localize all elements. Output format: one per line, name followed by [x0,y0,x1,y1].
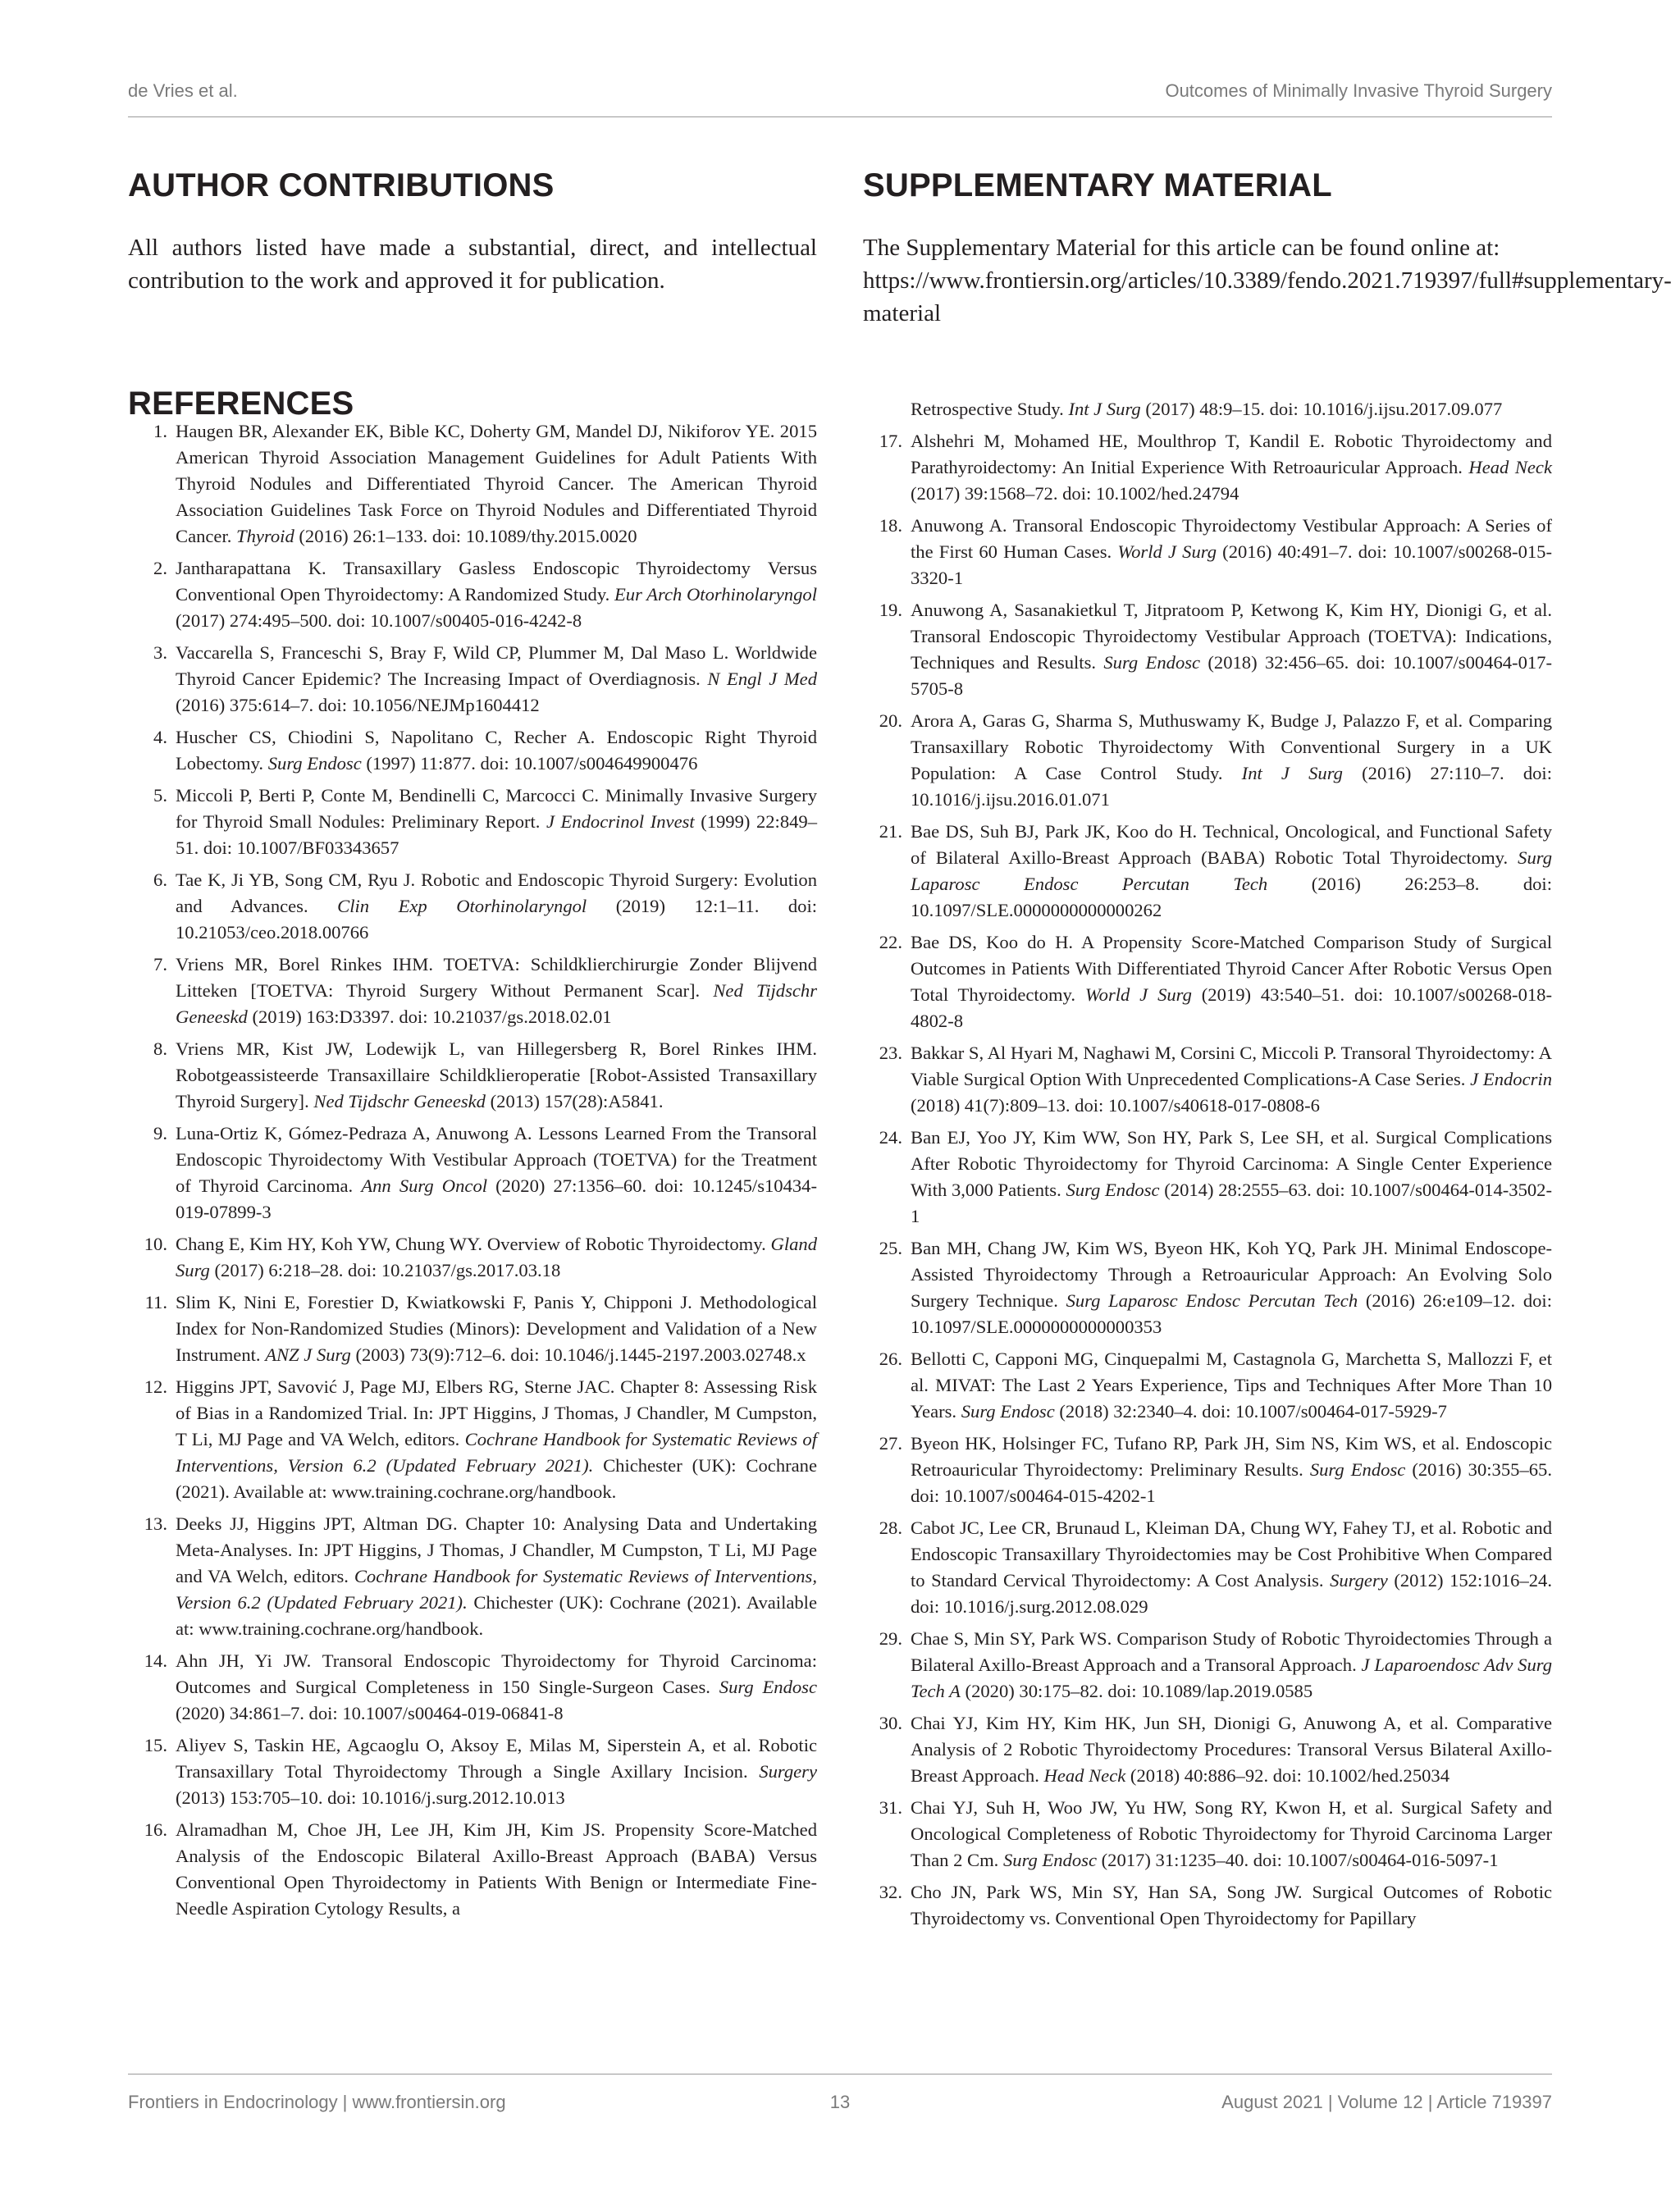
reference-item [128,867,817,946]
reference-item [128,1231,817,1284]
reference-item [128,783,817,861]
reference-number: 24. [879,1127,902,1148]
reference-item [128,952,817,1030]
reference-item [863,1879,1552,1932]
reference-text: Huscher CS, Chiodini S, Napolitano C, Recher A. Endoscopic Right Thyroid Lobectomy. Surg Endosc (1997) 11:877. doi: 10.1007/s004649900476 [176,727,817,774]
reference-text: Deeks JJ, Higgins JPT, Altman DG. Chapter 10: Analysing Data and Undertaking Meta-Analyses. In: JPT Higgins, J Thomas, J Chandler, M Cumpston, T Li, MJ Page and VA Welch, editors. Cochrane Handbook for Systematic Reviews of Interventions, Version 6.2 (Updated February 2021). Chichester (UK): Cochrane (2021). Available at: www.training.cochrane.org/handbook. [176,1513,817,1639]
reference-text: Chai YJ, Kim HY, Kim HK, Jun SH, Dionigi G, Anuwong A, et al. Comparative Analysis of 2 Robotic Thyroidectomy Procedures: Transoral Versus Bilateral Axillo-Breast Approach. Head Neck (2018) 40:886–92. doi: 10.1002/hed.25034 [911,1713,1552,1786]
reference-text: Bae DS, Koo do H. A Propensity Score-Matched Comparison Study of Surgical Outcomes in Patients With Differentiated Thyroid Cancer After Robotic Versus Open Total Thyroidectomy. World J Surg (2019) 43:540–51. doi: 10.1007/s00268-018-4802-8 [911,932,1552,1031]
running-header [128,80,1552,102]
reference-item [863,1515,1552,1620]
reference-item [863,708,1552,813]
reference-number: 31. [879,1797,902,1818]
reference-number: 23. [879,1043,902,1063]
references-heading: REFERENCES [128,386,354,422]
reference-number: 4. [153,727,167,747]
footer-issue: August 2021 | Volume 12 | Article 719397 [1221,2092,1552,2112]
reference-number: 6. [153,870,167,890]
reference-text: Higgins JPT, Savović J, Page MJ, Elbers RG, Sterne JAC. Chapter 8: Assessing Risk of Bias in a Randomized Trial. In: JPT Higgins, J Thomas, J Chandler, M Cumpston, T Li, MJ Page and VA Welch, editors. Cochrane Handbook for Systematic Reviews of Interventions, Version 6.2 (Updated February 2021). Chichester (UK): Cochrane (2021). Available at: www.training.cochrane.org/handbook. [176,1376,817,1502]
reference-number: 25. [879,1238,902,1258]
reference-item [128,1732,817,1811]
reference-number: 8. [153,1038,167,1059]
reference-number: 16. [144,1819,167,1840]
reference-text: Anuwong A, Sasanakietkul T, Jitpratoom P, Ketwong K, Kim HY, Dionigi G, et al. Transoral Endoscopic Thyroidectomy Vestibular Approach (TOETVA): Indications, Techniques and Results. Surg Endosc (2018) 32:456–65. doi: 10.1007/s00464-017-5705-8 [911,600,1552,699]
reference-number: 7. [153,954,167,974]
reference-item [863,1795,1552,1874]
reference-number: 32. [879,1882,902,1902]
reference-number: 21. [879,821,902,842]
reference-number: 13. [144,1513,167,1534]
reference-text: Byeon HK, Holsinger FC, Tufano RP, Park JH, Sim NS, Kim WS, et al. Endoscopic Retroauricular Thyroidectomy: Preliminary Results. Surg Endosc (2016) 30:355–65. doi: 10.1007/s00464-015-4202-1 [911,1433,1552,1506]
reference-text: Ahn JH, Yi JW. Transoral Endoscopic Thyroidectomy for Thyroid Carcinoma: Outcomes and Surgical Completeness in 150 Single-Surgeon Cases. Surg Endosc (2020) 34:861–7. doi: 10.1007/s00464-019-06841-8 [176,1650,817,1723]
reference-text: Anuwong A. Transoral Endoscopic Thyroidectomy Vestibular Approach: A Series of the First 60 Human Cases. World J Surg (2016) 40:491–7. doi: 10.1007/s00268-015-3320-1 [911,515,1552,588]
reference-text: Bae DS, Suh BJ, Park JK, Koo do H. Technical, Oncological, and Functional Safety of Bilateral Axillo-Breast Approach (BABA) Robotic Total Thyroidectomy. Surg Laparosc Endosc Percutan Tech (2016) 26:253–8. doi: 10.1097/SLE.0000000000000262 [911,821,1552,920]
reference-item [128,555,817,634]
reference-item [128,724,817,777]
reference-item [863,513,1552,591]
reference-number: 10. [144,1234,167,1254]
reference-text: Alshehri M, Mohamed HE, Moulthrop T, Kandil E. Robotic Thyroidectomy and Parathyroidectomy: An Initial Experience With Retroauricular Approach. Head Neck (2017) 39:1568–72. doi: 10.1002/hed.24794 [911,431,1552,504]
page-number: 13 [829,2092,851,2112]
reference-item [128,1121,817,1226]
reference-number: 17. [879,431,902,451]
reference-item [863,428,1552,507]
reference-item-continued [863,396,1552,422]
reference-item [863,1710,1552,1789]
header-article-title: Outcomes of Minimally Invasive Thyroid Surgery [1165,80,1552,101]
reference-item [128,1817,817,1922]
reference-text: Miccoli P, Berti P, Conte M, Bendinelli C, Marcocci C. Minimally Invasive Surgery for Thyroid Small Nodules: Preliminary Report. J Endocrinol Invest (1999) 22:849–51. doi: 10.1007/BF03343657 [176,785,818,858]
reference-item [863,929,1552,1034]
reference-number: 9. [153,1123,167,1143]
reference-number: 14. [144,1650,167,1671]
references-left-column [128,418,817,1928]
reference-text: Arora A, Garas G, Sharma S, Muthuswamy K, Budge J, Palazzo F, et al. Comparing Transaxillary Robotic Thyroidectomy With Conventional Surgery in a UK Population: A Case Control Study. Int J Surg (2016) 27:110–7. doi: 10.1016/j.ijsu.2016.01.071 [911,710,1552,810]
reference-text: Vriens MR, Kist JW, Lodewijk L, van Hillegersberg R, Borel Rinkes IHM. Robotgeassisteerde Transaxillaire Schildklieroperatie [Robot-Assisted Transaxillary Thyroid Surgery]. Ned Tijdschr Geneeskd (2013) 157(28):A5841. [176,1038,817,1111]
reference-item [863,1431,1552,1509]
reference-number: 18. [879,515,902,536]
reference-item [863,1125,1552,1230]
reference-text: Chai YJ, Suh H, Woo JW, Yu HW, Song RY, Kwon H, et al. Surgical Safety and Oncological Completeness of Robotic Thyroidectomy for Thyroid Carcinoma Larger Than 2 Cm. Surg Endosc (2017) 31:1235–40. doi: 10.1007/s00464-016-5097-1 [911,1797,1552,1870]
reference-item [863,1235,1552,1340]
reference-number: 30. [879,1713,902,1733]
reference-text: Vaccarella S, Franceschi S, Bray F, Wild CP, Plummer M, Dal Maso L. Worldwide Thyroid Cancer Epidemic? The Increasing Impact of Overdiagnosis. N Engl J Med (2016) 375:614–7. doi: 10.1056/NEJMp1604412 [176,642,817,715]
reference-text: Vriens MR, Borel Rinkes IHM. TOETVA: Schildklierchirurgie Zonder Blijvend Litteken [TOETVA: Thyroid Surgery Without Permanent Scar]. Ned Tijdschr Geneeskd (2019) 163:D3397. doi: 10.21037/gs.2018.02.01 [176,954,817,1027]
reference-text: Cho JN, Park WS, Min SY, Han SA, Song JW. Surgical Outcomes of Robotic Thyroidectomy vs. Conventional Open Thyroidectomy for Papillary [911,1882,1552,1928]
reference-text: Ban EJ, Yoo JY, Kim WW, Son HY, Park S, Lee SH, et al. Surgical Complications After Robotic Thyroidectomy for Thyroid Carcinoma: A Single Center Experience With 3,000 Patients. Surg Endosc (2014) 28:2555–63. doi: 10.1007/s00464-014-3502-1 [911,1127,1552,1226]
reference-list-right [863,396,1552,1932]
reference-text: Bellotti C, Capponi MG, Cinquepalmi M, Castagnola G, Marchetta S, Mallozzi F, et al. MIVAT: The Last 2 Years Experience, Tips and Techniques After More Than 10 Years. Surg Endosc (2018) 32:2340–4. doi: 10.1007/s00464-017-5929-7 [911,1349,1552,1422]
reference-text: Alramadhan M, Choe JH, Lee JH, Kim JH, Kim JS. Propensity Score-Matched Analysis of the Endoscopic Bilateral Axillo-Breast Approach (BABA) Versus Conventional Open Thyroidectomy in Patients With Benign or Intermediate Fine-Needle Aspiration Cytology Results, a [176,1819,817,1919]
header-authors: de Vries et al. [128,80,238,101]
reference-number: 3. [153,642,167,663]
references-right-column [863,396,1552,1938]
reference-number: 29. [879,1628,902,1649]
reference-item [863,819,1552,924]
reference-number: 2. [153,558,167,578]
reference-number: 26. [879,1349,902,1369]
reference-text: Ban MH, Chang JW, Kim WS, Byeon HK, Koh YQ, Park JH. Minimal Endoscope-Assisted Thyroidectomy Through a Retroauricular Approach: An Evolving Solo Surgery Technique. Surg Laparosc Endosc Percutan Tech (2016) 26:e109–12. doi: 10.1097/SLE.0000000000000353 [911,1238,1552,1337]
reference-item [128,1036,817,1115]
reference-item [863,1346,1552,1425]
reference-item [128,1511,817,1642]
reference-list-left [128,418,817,1922]
reference-item [863,1040,1552,1119]
reference-number: 20. [879,710,902,731]
reference-item [128,640,817,719]
reference-text: Aliyev S, Taskin HE, Agcaoglu O, Aksoy E, Milas M, Siperstein A, et al. Robotic Transaxillary Total Thyroidectomy Through a Single Axillary Incision. Surgery (2013) 153:705–10. doi: 10.1016/j.surg.2012.10.013 [176,1735,817,1808]
author-contributions-heading: AUTHOR CONTRIBUTIONS [128,167,555,203]
reference-number: 22. [879,932,902,952]
reference-number: 19. [879,600,902,620]
reference-number: 27. [879,1433,902,1454]
header-divider [128,116,1552,117]
reference-item [128,1374,817,1505]
reference-item [863,1626,1552,1705]
reference-number: 11. [144,1292,167,1312]
reference-item [128,1648,817,1727]
reference-text: Cabot JC, Lee CR, Brunaud L, Kleiman DA, Chung WY, Fahey TJ, et al. Robotic and Endoscopic Transaxillary Thyroidectomies may be Cost Prohibitive When Compared to Standard Cervical Thyroidectomy: A Cost Analysis. Surgery (2012) 152:1016–24. doi: 10.1016/j.surg.2012.08.029 [911,1518,1552,1617]
reference-text: Bakkar S, Al Hyari M, Naghawi M, Corsini C, Miccoli P. Transoral Thyroidectomy: A Viable Surgical Option With Unprecedented Complications-A Case Series. J Endocrin (2018) 41(7):809–13. doi: 10.1007/s40618-017-0808-6 [911,1043,1552,1116]
supplementary-material-text: The Supplementary Material for this article can be found online at: https://www.frontiersin.org/articles/10.3389/fendo.2021.719397/full#supplementary-material [863,235,1672,326]
page-footer [128,2092,1552,2113]
reference-text: Tae K, Ji YB, Song CM, Ryu J. Robotic and Endoscopic Thyroid Surgery: Evolution and Advances. Clin Exp Otorhinolaryngol (2019) 12:1–11. doi: 10.21053/ceo.2018.00766 [176,870,818,943]
reference-text: Jantharapattana K. Transaxillary Gasless Endoscopic Thyroidectomy Versus Conventional Open Thyroidectomy: A Randomized Study. Eur Arch Otorhinolaryngol (2017) 274:495–500. doi: 10.1007/s00405-016-4242-8 [176,558,817,631]
reference-text: Chae S, Min SY, Park WS. Comparison Study of Robotic Thyroidectomies Through a Bilateral Axillo-Breast Approach and a Transoral Approach. J Laparoendosc Adv Surg Tech A (2020) 30:175–82. doi: 10.1089/lap.2019.0585 [911,1628,1552,1701]
reference-number: 5. [153,785,167,806]
reference-text: Haugen BR, Alexander EK, Bible KC, Doherty GM, Mandel DJ, Nikiforov YE. 2015 American Thyroid Association Management Guidelines for Adult Patients With Thyroid Nodules and Differentiated Thyroid Cancer. The American Thyroid Association Guidelines Task Force on Thyroid Nodules and Differentiated Thyroid Cancer. Thyroid (2016) 26:1–133. doi: 10.1089/thy.2015.0020 [176,421,817,546]
reference-number: 28. [879,1518,902,1538]
reference-text: Luna-Ortiz K, Gómez-Pedraza A, Anuwong A. Lessons Learned From the Transoral Endoscopic Thyroidectomy With Vestibular Approach (TOETVA) for the Treatment of Thyroid Carcinoma. Ann Surg Oncol (2020) 27:1356–60. doi: 10.1245/s10434-019-07899-3 [176,1123,817,1222]
supplementary-material-heading: SUPPLEMENTARY MATERIAL [863,167,1332,203]
reference-number: 12. [144,1376,167,1397]
reference-item [863,597,1552,702]
reference-text: Retrospective Study. Int J Surg (2017) 48:9–15. doi: 10.1016/j.ijsu.2017.09.077 [911,399,1503,419]
reference-text: Slim K, Nini E, Forestier D, Kwiatkowski F, Panis Y, Chipponi J. Methodological Index for Non-Randomized Studies (Minors): Development and Validation of a New Instrument. ANZ J Surg (2003) 73(9):712–6. doi: 10.1046/j.1445-2197.2003.02748.x [176,1292,817,1365]
reference-number: 15. [144,1735,167,1755]
reference-text: Chang E, Kim HY, Koh YW, Chung WY. Overview of Robotic Thyroidectomy. Gland Surg (2017) 6:218–28. doi: 10.21037/gs.2017.03.18 [176,1234,817,1280]
author-contributions-text: All authors listed have made a substantial, direct, and intellectual contribution to the work and approved it for publication. [128,235,817,294]
footer-journal: Frontiers in Endocrinology | www.frontiersin.org [128,2092,506,2112]
reference-number: 1. [153,421,167,441]
reference-item [128,1289,817,1368]
reference-item [128,418,817,550]
